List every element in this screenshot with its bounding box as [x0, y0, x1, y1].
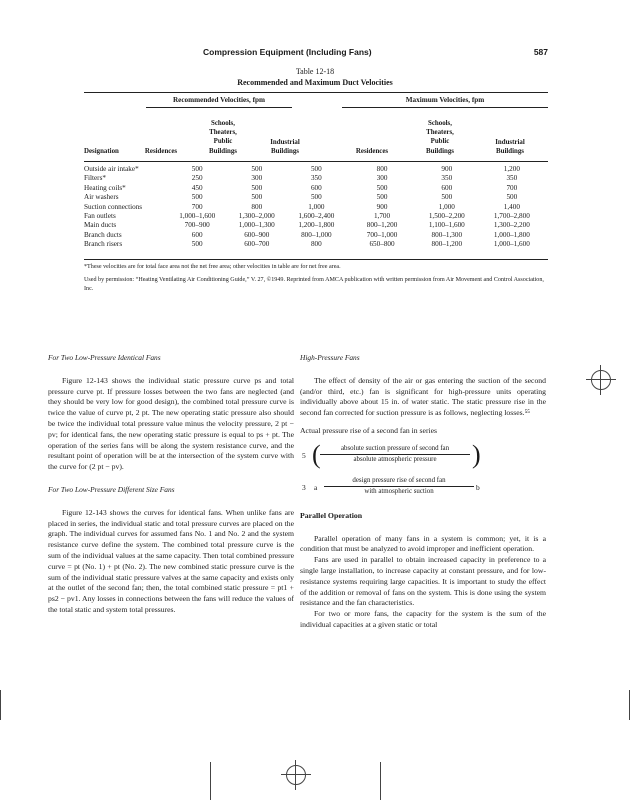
paragraph: Figure 12-143 shows the individual static pressure curve ps and total pressure curve pt. If pressure losses between the two fans are neglected (and they should be very low for good design), the combined total pressure curve is twice the value of curve pt, 2 pt. The new operating static pressure also should be twice the individual total pressure value minus the velocity pressure, 2 pt − pv; for identical fans, the new operating static pressure is equal to ps + pt. The operation of the series fans will be along the system resistance curve, and the resultant point of operation will be at the intersection of the system curve with the curve for (2 pt − pv).	[48, 375, 294, 472]
table-cell: 500	[251, 183, 263, 192]
page-number: 587	[533, 47, 548, 57]
table-cell: 700–900	[184, 221, 210, 230]
table-cell: 500	[441, 193, 453, 202]
table-cell: 1,000	[438, 202, 455, 211]
equation-symbol: b	[476, 482, 480, 492]
crop-mark	[210, 762, 211, 800]
crop-mark	[380, 762, 381, 800]
table-cell: 300	[376, 174, 388, 183]
table-bottom-rule	[84, 259, 548, 260]
table-cell: Air washers	[84, 193, 119, 202]
table-cell: 1,300–2,200	[493, 221, 530, 230]
table-cell: 350	[441, 174, 453, 183]
table-cell: 500	[376, 183, 388, 192]
table-cell: 250	[191, 174, 203, 183]
table-row	[84, 165, 548, 174]
table-cell: 800–1,200	[431, 240, 463, 249]
duct-velocity-table	[84, 165, 548, 250]
table-row	[84, 231, 548, 240]
table-number: Table 12-18	[295, 67, 335, 76]
section-heading: Parallel Operation	[300, 510, 363, 520]
table-cell: 300	[251, 174, 263, 183]
table-cell: 350	[310, 174, 322, 183]
header-line: Buildings	[271, 148, 299, 156]
equation-symbol: a	[314, 482, 318, 492]
table-cell: Outside air intake*	[84, 165, 139, 173]
fraction	[324, 476, 474, 497]
denominator: absolute atmospheric pressure	[353, 455, 437, 463]
table-cell: 1,000–1,600	[179, 212, 216, 221]
header-line: Industrial	[495, 139, 525, 146]
table-cell: 900	[376, 202, 388, 211]
group-rule	[342, 107, 548, 108]
registration-mark-icon	[591, 370, 611, 390]
table-cell: Branch ducts	[84, 230, 122, 239]
table-cell: 600–900	[244, 230, 270, 239]
table-cell: 1,000–1,300	[238, 221, 275, 230]
table-cell: 600	[310, 183, 322, 192]
table-cell: 500	[251, 165, 263, 173]
table-cell: 800	[251, 202, 263, 211]
group-header-recommended: Recommended Velocities, fpm	[172, 96, 266, 104]
table-cell: 500	[506, 193, 518, 202]
header-line: Theaters,	[209, 129, 237, 137]
equation-label: Actual pressure rise of a second fan in series	[300, 425, 438, 435]
table-cell: 800–1,000	[301, 230, 332, 239]
table-cell: 500	[376, 193, 388, 202]
table-cell: 800	[376, 165, 388, 173]
table-cell: 1,200–1,800	[298, 221, 335, 230]
table-cell: 800–1,300	[431, 230, 463, 239]
equation-1	[300, 439, 546, 469]
table-cell: 500	[191, 165, 203, 173]
paragraph: Figure 12-143 shows the curves for identical fans. When unlike fans are placed in series, the individual static and total pressure curves are placed on the graph. The individual curves for assumed fans No. 1 and No. 2 and the system resistance curve define the system. The combined total pressure curve is the sum of the individual values at the same capacity. Then total combined pressure curve = pt (No. 1) + pt (No. 2). The new combined static pressure curve is the sum of the individual static pressure valves at the same capacity and exists only at the outlet of the second fan; then, the total combined static pressure = pt1 + ps2 − pv1. Any losses in connections between the fans will reduce the values of the total static and system total pressures.	[48, 507, 294, 614]
table-row	[84, 184, 548, 193]
paragraph: For two or more fans, the capacity for the system is the sum of the individual capacities at a given static or total	[300, 609, 546, 629]
table-cell: 1,100–1,600	[428, 221, 465, 230]
col-header-industrial-max	[472, 138, 548, 156]
table-cell: 600	[441, 183, 453, 192]
table-row	[84, 240, 548, 249]
table-cell: Main ducts	[84, 221, 117, 230]
table-cell: 450	[191, 183, 203, 192]
table-permission: Used by permission: “Heating Ventilating Air Conditioning Guide,” V. 27, ©1949. Reprinted from AMCA publication with written permission from Air Movement and Control Association, Inc.	[84, 277, 544, 292]
table-top-rule	[84, 92, 548, 93]
header-line: Buildings	[209, 147, 237, 155]
left-column	[48, 353, 294, 616]
chapter-title: Compression Equipment (Including Fans)	[203, 47, 372, 57]
denominator: with atmospheric suction	[364, 487, 434, 495]
table-row	[84, 174, 548, 183]
table-cell: Branch risers	[84, 240, 123, 249]
equation-2	[300, 475, 546, 501]
header-line: Industrial	[270, 139, 300, 146]
subheading: For Two Low-Pressure Different Size Fans	[48, 484, 175, 494]
header-line: Schools,	[428, 120, 452, 127]
col-header-residences-max: Residences	[355, 148, 389, 155]
header-line: Public	[213, 138, 233, 146]
table-row	[84, 193, 548, 202]
table-row	[84, 212, 548, 221]
col-header-residences: Residences	[144, 148, 178, 155]
col-header-schools-max	[410, 119, 470, 156]
col-header-schools	[192, 119, 254, 156]
table-cell: 500	[191, 240, 203, 249]
group-rule	[146, 107, 292, 108]
table-row	[84, 203, 548, 212]
equation-symbol: 5	[302, 450, 306, 460]
table-cell: 500	[251, 193, 263, 202]
table-cell: 1,000–1,800	[493, 230, 530, 239]
table-header-rule	[84, 161, 548, 162]
table-cell: 700–1,000	[366, 230, 398, 239]
table-cell: 1,400	[503, 202, 520, 211]
equation-symbol: 3	[302, 482, 306, 492]
fraction	[320, 444, 470, 465]
table-cell: 500	[310, 165, 322, 173]
table-cell: 1,700	[373, 212, 391, 221]
table-cell: Fan outlets	[84, 212, 116, 221]
table-cell: 1,200	[503, 165, 520, 173]
header-line: Buildings	[426, 147, 454, 155]
group-header-maximum: Maximum Velocities, fpm	[405, 96, 485, 104]
table-cell: 600–700	[244, 240, 270, 249]
table-cell: 900	[441, 165, 453, 173]
table-cell: 800	[310, 240, 322, 249]
paragraph: Fans are used in parallel to obtain increased capacity in preference to a single large installation, to increase capacity at constant pressure, and for low-resistance systems requiring large capacities. It is important to study the effect of the addition or removal of fans on the system. This is done using the system resistance and the fan characteristics.	[300, 555, 546, 608]
table-cell: 350	[506, 174, 518, 183]
table-title: Recommended and Maximum Duct Velocities	[237, 78, 393, 87]
right-paren: )	[472, 439, 481, 469]
table-cell: 1,500–2,200	[428, 212, 465, 221]
table-cell: 500	[191, 193, 203, 202]
subheading: High-Pressure Fans	[300, 353, 360, 362]
table-cell: Suction connections	[84, 202, 143, 211]
table-cell: 700	[506, 183, 518, 192]
table-cell: 1,700–2,800	[493, 212, 530, 221]
registration-mark-icon	[286, 765, 306, 785]
table-cell: 700	[191, 202, 203, 211]
header-line: Schools,	[211, 120, 235, 127]
header-line: Theaters,	[426, 129, 454, 137]
table-cell: 500	[310, 193, 322, 202]
paragraph: The effect of density of the air or gas entering the suction of the second (and/or third, etc.) fan is significant for high-pressure units operating individually above about 15 in. of water static. The static pressure rise in the second fan corrected for suction pressure is as follows, neglecting losses.⁵⁵	[300, 375, 546, 418]
table-cell: 1,000	[308, 202, 325, 211]
table-cell: 1,300–2,000	[238, 212, 275, 221]
col-header-designation: Designation	[84, 148, 119, 155]
left-paren: (	[312, 439, 321, 469]
table-row	[84, 221, 548, 230]
table-cell: 1,000–1,600	[493, 240, 530, 249]
table-cell: 1,600–2,400	[298, 212, 335, 221]
table-cell: Heating coils*	[84, 183, 126, 192]
header-line: Buildings	[496, 148, 524, 156]
table-cell: 800–1,200	[366, 221, 398, 230]
numerator: design pressure rise of second fan	[324, 476, 474, 487]
table-footnote: *These velocities are for total face area not the net free area; other velocities in table are for net free area.	[84, 264, 341, 270]
subheading: For Two Low-Pressure Identical Fans	[48, 353, 161, 362]
table-cell: Filters*	[84, 174, 106, 183]
paragraph: Parallel operation of many fans in a system is common; yet, it is a condition that must be analyzed to avoid improper and inefficient operation.	[300, 533, 546, 554]
col-header-industrial	[254, 138, 316, 156]
table-cell: 600	[191, 230, 203, 239]
header-line: Public	[430, 138, 450, 146]
crop-mark	[0, 690, 1, 720]
numerator: absolute suction pressure of second fan	[320, 444, 470, 455]
right-column	[300, 353, 546, 631]
table-cell: 650–800	[369, 240, 395, 249]
